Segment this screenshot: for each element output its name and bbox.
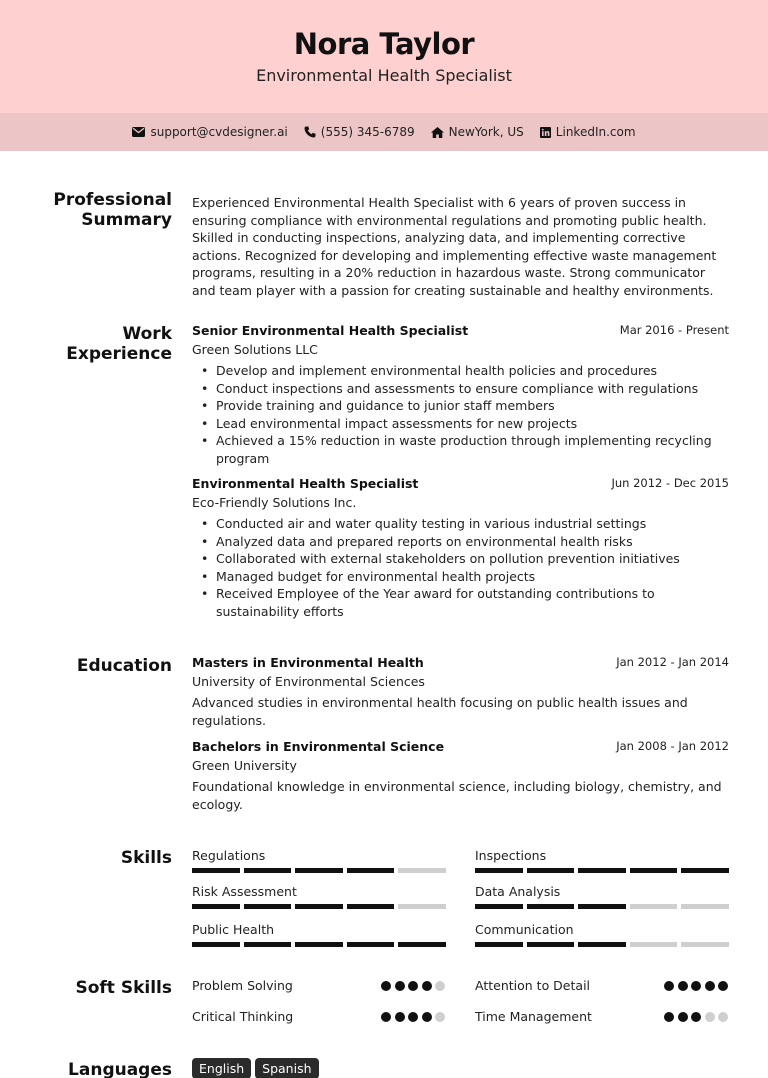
- education-dates: Jan 2008 - Jan 2012: [616, 739, 729, 753]
- skill-item: [475, 848, 728, 863]
- rating-dot: [705, 981, 715, 991]
- section-title-experience: Work Experience: [66, 324, 172, 364]
- rating-dot: [422, 981, 432, 991]
- summary-text: Experienced Environmental Health Specialist with 6 years of proven success in ensuring compliance with environmental regulations and promoting public health. Skilled in conducting inspections, analyzing data, and implementing corrective actions. Recognized for developing and implementing effective waste management programs, resulting in a 20% reduction in hazardous waste. Strong communicator and team player with a passion for creating sustainable and healthy environments.: [192, 195, 717, 298]
- soft-skill-item: [192, 978, 445, 993]
- job-company: Eco-Friendly Solutions Inc.: [192, 495, 357, 510]
- contact-location-text: NewYork, US: [448, 125, 524, 139]
- job-title: Senior Environmental Health Specialist: [192, 323, 469, 338]
- skill-level-bar: [475, 904, 728, 909]
- rating-dot: [408, 981, 418, 991]
- phone-icon: [304, 126, 316, 138]
- skill-level-segment: [347, 942, 395, 947]
- rating-dot: [705, 1012, 715, 1022]
- job-bullet: • Lead environmental impact assessments for new projects: [192, 415, 729, 433]
- education-header: [192, 655, 729, 673]
- candidate-name: Nora Taylor: [293, 27, 475, 61]
- skill-level-segment: [527, 942, 575, 947]
- skill-level-segment: [347, 868, 395, 873]
- soft-skill-name: Attention to Detail: [475, 978, 591, 993]
- skill-level-segment: [295, 904, 343, 909]
- rating-dot: [395, 981, 405, 991]
- job-header: [192, 476, 729, 494]
- language-tag: Spanish: [255, 1058, 318, 1078]
- skill-level-segment: [630, 868, 678, 873]
- job-entry: [192, 323, 729, 467]
- job-bullet: • Conducted air and water quality testing in various industrial settings: [192, 515, 729, 533]
- skill-level-segment: [192, 868, 240, 873]
- skill-name: Data Analysis: [475, 884, 561, 899]
- skill-level-segment: [578, 868, 626, 873]
- skill-level-segment: [475, 942, 523, 947]
- rating-dot: [435, 1012, 445, 1022]
- job-bullet: • Conduct inspections and assessments to ensure compliance with regulations: [192, 380, 729, 398]
- contact-linkedin-text: LinkedIn.com: [555, 125, 636, 139]
- soft-skill-item: [475, 1009, 728, 1024]
- rating-dot: [435, 981, 445, 991]
- rating-dot: [395, 1012, 405, 1022]
- education-degree: Bachelors in Environmental Science: [192, 739, 445, 754]
- skill-level-bar: [475, 942, 728, 947]
- skill-item: [192, 884, 445, 899]
- skill-level-segment: [295, 942, 343, 947]
- soft-skill-name: Critical Thinking: [192, 1009, 294, 1024]
- section-title-education: Education: [76, 656, 172, 676]
- job-company: Green Solutions LLC: [192, 342, 318, 357]
- language-tag: English: [192, 1058, 251, 1078]
- skill-level-segment: [475, 868, 523, 873]
- skill-level-segment: [527, 868, 575, 873]
- skill-level-segment: [681, 942, 729, 947]
- contact-linkedin[interactable]: [540, 125, 636, 139]
- skill-name: Risk Assessment: [192, 884, 297, 899]
- contact-phone[interactable]: [304, 125, 415, 139]
- skill-level-segment: [578, 904, 626, 909]
- rating-dot: [664, 981, 674, 991]
- skill-level-segment: [527, 904, 575, 909]
- skill-name: Regulations: [192, 848, 266, 863]
- job-bullet: • Develop and implement environmental health policies and procedures: [192, 362, 729, 380]
- rating-dot: [381, 1012, 391, 1022]
- rating-dot: [691, 981, 701, 991]
- rating-dot: [408, 1012, 418, 1022]
- skill-level-segment: [398, 904, 446, 909]
- education-dates: Jan 2012 - Jan 2014: [616, 655, 729, 669]
- section-title-languages: Languages: [68, 1060, 172, 1078]
- skill-item: [192, 922, 445, 937]
- skill-level-segment: [398, 868, 446, 873]
- education-header: [192, 739, 729, 757]
- skill-level-segment: [192, 904, 240, 909]
- job-bullet: • Provide training and guidance to junior staff members: [192, 397, 729, 415]
- skill-name: Public Health: [192, 922, 275, 937]
- contact-phone-text: (555) 345-6789: [320, 125, 415, 139]
- rating-dot: [381, 981, 391, 991]
- skill-level-segment: [244, 942, 292, 947]
- skill-level-segment: [681, 868, 729, 873]
- job-header: [192, 323, 729, 341]
- section-title-skills: Skills: [120, 848, 172, 868]
- contact-location: [431, 125, 524, 139]
- job-entry: [192, 476, 729, 620]
- job-bullets: [192, 515, 729, 620]
- job-bullet: • Analyzed data and prepared reports on environmental health risks: [192, 533, 729, 551]
- soft-skill-rating: [381, 1012, 445, 1022]
- skill-level-segment: [578, 942, 626, 947]
- job-title: Environmental Health Specialist: [192, 476, 419, 491]
- job-bullet: • Achieved a 15% reduction in waste production through implementing recycling program: [192, 432, 729, 467]
- home-icon: [431, 127, 444, 138]
- job-bullet: • Received Employee of the Year award for outstanding contributions to sustainability efforts: [192, 585, 729, 620]
- section-title-summary: Professional Summary: [53, 190, 172, 230]
- job-bullets: [192, 362, 729, 467]
- skill-level-segment: [681, 904, 729, 909]
- rating-dot: [664, 1012, 674, 1022]
- contact-bar: [0, 113, 768, 151]
- linkedin-icon: [540, 127, 551, 138]
- soft-skill-item: [475, 978, 728, 993]
- skill-level-bar: [192, 942, 445, 947]
- soft-skill-rating: [381, 981, 445, 991]
- contact-email-text: support@cvdesigner.ai: [150, 125, 288, 139]
- language-tags: [192, 1058, 319, 1078]
- skill-item: [192, 848, 445, 863]
- skill-level-bar: [192, 868, 445, 873]
- education-school: University of Environmental Sciences: [192, 674, 425, 689]
- skill-level-bar: [192, 904, 445, 909]
- education-description: Advanced studies in environmental health focusing on public health issues and regulations.: [192, 695, 688, 728]
- job-dates: Mar 2016 - Present: [619, 323, 729, 337]
- skill-name: Communication: [475, 922, 574, 937]
- soft-skill-item: [192, 1009, 445, 1024]
- skill-level-segment: [630, 904, 678, 909]
- education-degree: Masters in Environmental Health: [192, 655, 424, 670]
- skill-item: [475, 922, 728, 937]
- resume-header: [0, 0, 768, 113]
- job-bullet: • Collaborated with external stakeholders on pollution prevention initiatives: [192, 550, 729, 568]
- soft-skill-rating: [664, 1012, 728, 1022]
- envelope-icon: [132, 127, 145, 137]
- soft-skill-rating: [664, 981, 728, 991]
- skill-level-segment: [475, 904, 523, 909]
- skill-item: [475, 884, 728, 899]
- skill-level-segment: [398, 942, 446, 947]
- education-description: Foundational knowledge in environmental science, including biology, chemistry, and ecology.: [192, 779, 722, 812]
- contact-email[interactable]: [132, 125, 287, 139]
- skill-level-segment: [295, 868, 343, 873]
- rating-dot: [718, 1012, 728, 1022]
- soft-skill-name: Time Management: [475, 1009, 592, 1024]
- skill-level-segment: [630, 942, 678, 947]
- rating-dot: [678, 981, 688, 991]
- rating-dot: [718, 981, 728, 991]
- job-bullet: • Managed budget for environmental health projects: [192, 568, 729, 586]
- skill-level-segment: [192, 942, 240, 947]
- rating-dot: [691, 1012, 701, 1022]
- skill-level-segment: [244, 868, 292, 873]
- skill-level-segment: [347, 904, 395, 909]
- rating-dot: [422, 1012, 432, 1022]
- skill-level-bar: [475, 868, 728, 873]
- education-school: Green University: [192, 758, 297, 773]
- education-entry: [192, 655, 729, 729]
- rating-dot: [678, 1012, 688, 1022]
- skill-level-segment: [244, 904, 292, 909]
- candidate-title: Environmental Health Specialist: [256, 66, 512, 85]
- education-entry: [192, 739, 729, 813]
- job-dates: Jun 2012 - Dec 2015: [611, 476, 729, 490]
- soft-skill-name: Problem Solving: [192, 978, 293, 993]
- skill-name: Inspections: [475, 848, 547, 863]
- section-title-soft-skills: Soft Skills: [75, 978, 172, 998]
